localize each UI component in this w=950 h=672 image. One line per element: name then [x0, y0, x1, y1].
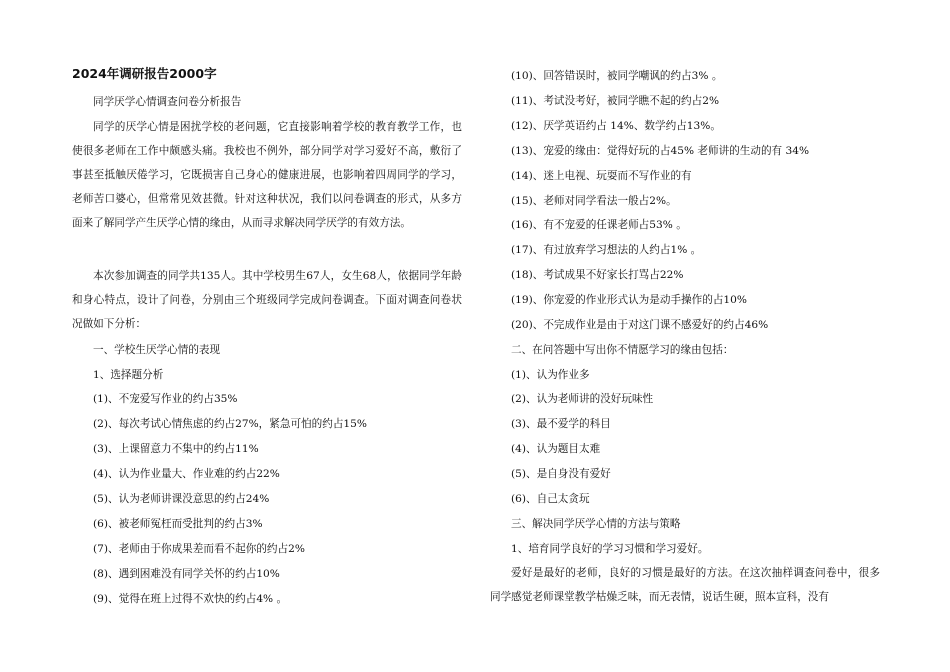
list-item: (15)、老师对同学看法一般占2%。: [511, 195, 677, 207]
list-item: (1)、不宠爱写作业的约占35%: [93, 393, 238, 405]
section2-heading: 二、在问答题中写出你不情愿学习的缘由包括：: [511, 344, 734, 356]
list-item: (14)、迷上电视、玩耍而不写作业的有: [511, 170, 692, 182]
list-item: (12)、厌学英语约占 14%、数学约占13%。: [511, 120, 721, 132]
list-item: (5)、是自身没有爱好: [511, 468, 611, 480]
section3-subheading: 1、培育同学良好的学习习惯和学习爱好。: [511, 543, 709, 555]
list-item: (9)、觉得在班上过得不欢快的约占4% 。: [93, 593, 288, 605]
survey-paragraph: 本次参加调查的同学共135人。其中学校男生67人，女生68人，依据同学年龄和身心特点，设计了问卷，分别由三个班级同学完成问卷调查。下面对调查问卷状况做如下分析：: [72, 270, 462, 330]
intro-paragraph: 同学的厌学心情是困扰学校的老问题，它直接影响着学校的教育教学工作，也使很多老师在工作中颇感头痛。我校也不例外，部分同学对学习爱好不高，敷衍了事甚至抵触厌倦学习，它既损害自己身心的健康进展，也影响着四周同学的学习，老师苦口婆心，但常常见效甚微。针对这种状况，我们以问卷调查的形式，从多方面来了解同学产生厌学心情的缘由，从而寻求解决同学厌学的有效方法。: [72, 121, 462, 229]
list-item: (11)、考试没考好，被同学瞧不起的约占2%: [511, 95, 720, 107]
list-item: (3)、最不爱学的科目: [511, 418, 611, 430]
report-subtitle: 同学厌学心情调查问卷分析报告: [93, 96, 242, 108]
list-item: (1)、认为作业多: [511, 369, 590, 381]
section1-subheading: 1、选择题分析: [93, 369, 164, 381]
list-item: (3)、上课留意力不集中的约占11%: [93, 443, 259, 455]
list-item: (17)、有过放弃学习想法的人约占1% 。: [511, 244, 702, 256]
list-item: (8)、遇到困难没有同学关怀的约占10%: [93, 568, 280, 580]
list-item: (2)、每次考试心情焦虑的约占27%，紧急可怕的约占15%: [93, 418, 367, 430]
list-item: (7)、老师由于你成果差而看不起你的约占2%: [93, 543, 305, 555]
list-item: (4)、认为题目太难: [511, 443, 601, 455]
list-item: (4)、认为作业量大、作业难的约占22%: [93, 468, 280, 480]
list-item: (5)、认为老师讲课没意思的约占24%: [93, 493, 270, 505]
list-item: (10)、回答错误时，被同学嘲讽的约占3% 。: [511, 70, 723, 82]
section3-heading: 三、解决同学厌学心情的方法与策略: [511, 518, 681, 530]
list-item: (6)、自己太贪玩: [511, 493, 590, 505]
list-item: (18)、考试成果不好家长打骂占22%: [511, 269, 684, 281]
closing-paragraph: 爱好是最好的老师，良好的习惯是最好的方法。在这次抽样调查问卷中，很多同学感觉老师课堂教学枯燥乏味，而无表情，说话生硬，照本宣科，没有: [490, 567, 880, 603]
list-item: (19)、你宠爱的作业形式认为是动手操作的占10%: [511, 294, 747, 306]
document-title: 2024年调研报告2000字: [72, 66, 217, 81]
list-item: (16)、有不宠爱的任课老师占53% 。: [511, 219, 687, 231]
list-item: (6)、被老师冤枉而受批判的约占3%: [93, 518, 263, 530]
list-item: (20)、不完成作业是由于对这门课不感爱好的约占46%: [511, 319, 769, 331]
list-item: (13)、宠爱的缘由：觉得好玩的占45% 老师讲的生动的有 34%: [511, 145, 810, 157]
list-item: (2)、认为老师讲的没好玩味性: [511, 393, 654, 405]
section1-heading: 一、学校生厌学心情的表现: [93, 344, 221, 356]
